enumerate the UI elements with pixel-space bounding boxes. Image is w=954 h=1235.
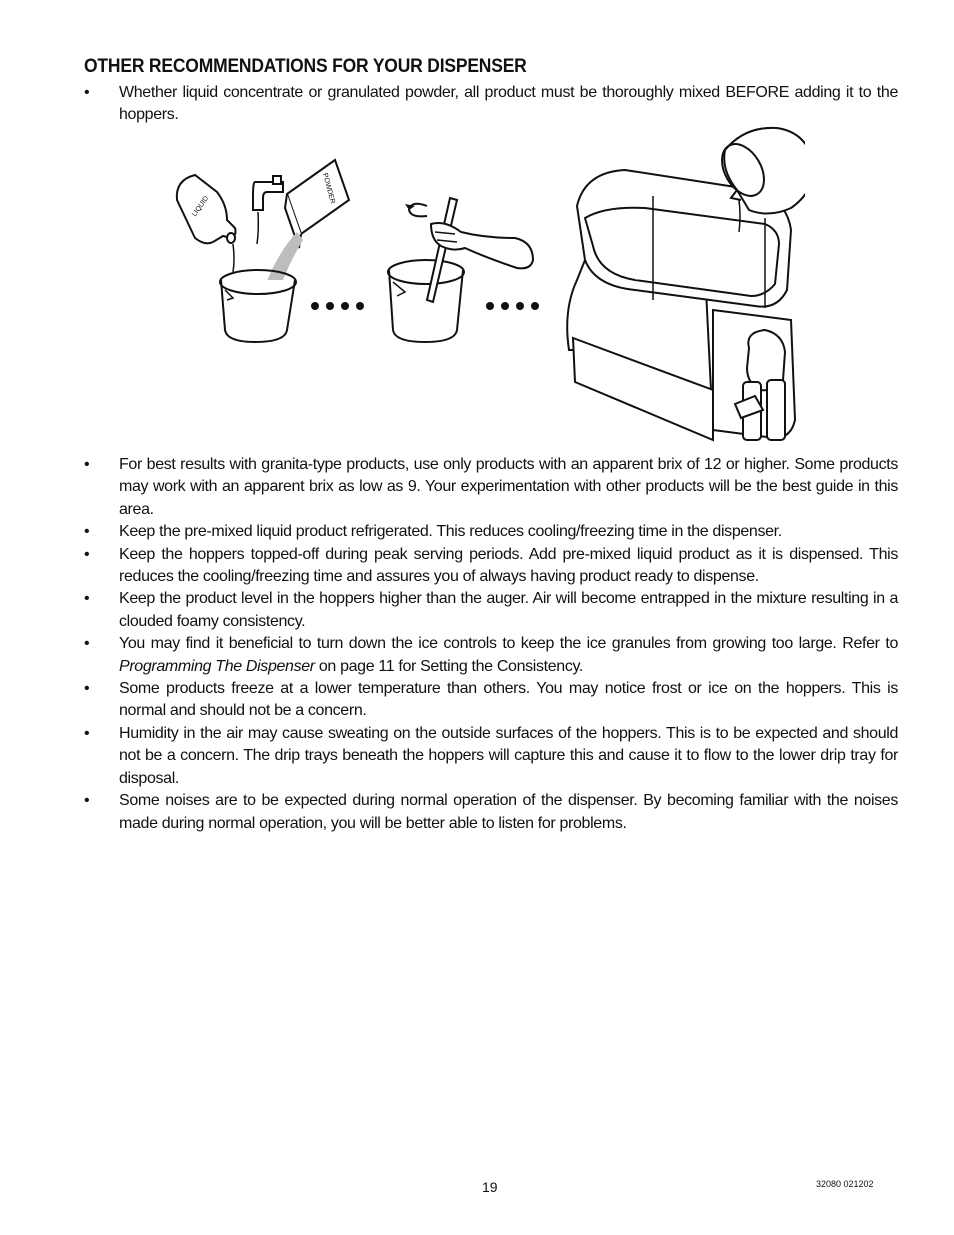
bullet-item: [84, 790, 898, 835]
bullet-item: [84, 588, 898, 633]
bullet-dot: •: [84, 724, 90, 742]
bullet-item: [84, 521, 898, 543]
bullet-text: Whether liquid concentrate or granulated powder, all product must be thoroughly mixed BEFORE adding it to the hoppers.: [119, 84, 898, 124]
bullet-dot: •: [84, 545, 90, 563]
bullet-dot: •: [84, 84, 90, 101]
liquid-bottle-icon: [177, 175, 236, 243]
bullet-item: [84, 633, 898, 678]
bullet-text: Keep the hoppers topped-off during peak serving periods. Add pre-mixed liquid product as it is dispensed. This reduces the cooling/freezing time and assures you of always having product ready to dispense.: [119, 545, 898, 586]
reference-link-text: Programming The Dispenser: [119, 657, 315, 675]
bullet-dot: •: [84, 635, 90, 653]
bullet-text: Keep the pre-mixed liquid product refrigerated. This reduces cooling/freezing time in the dispenser.: [119, 523, 782, 541]
faucet-icon: [253, 176, 283, 244]
powder-label: POWDER: [320, 172, 336, 205]
bullet-item: [84, 678, 898, 723]
bullet-text: Keep the product level in the hoppers higher than the auger. Air will become entrapped in the mixture resulting in a clouded foamy consistency.: [119, 590, 898, 630]
bullet-text-after: on page 11 for Setting the Consistency.: [314, 657, 584, 675]
liquid-label: LIQUID: [191, 194, 211, 219]
bullet-text-before: You may find it beneficial to turn down the ice controls to keep the ice granules from growing too large. Refer to: [119, 635, 898, 653]
bullet-text: Humidity in the air may cause sweating on the outside surfaces of the hoppers. This is to be expected and should not be a concern. The drip trays beneath the hoppers will capture this and cause it to flow to the lower drip tray for disposal.: [119, 724, 898, 787]
bullet-item: [84, 544, 898, 589]
bullet-text: [119, 633, 898, 678]
bullet-dot: •: [84, 523, 90, 541]
mixing-cup-icon: [220, 270, 296, 342]
bullet-dot: •: [84, 456, 90, 473]
bullet-dot: •: [84, 680, 90, 698]
bullet-text: For best results with granita-type products, use only products with an apparent brix of 12 or higher. Some products may work with an apparent brix as low as 9. Your experimentation with other products will be the best guide in this area.: [119, 456, 898, 518]
recommendation-bullet-list: [84, 454, 898, 835]
document-code: 32080 021202: [816, 1179, 874, 1189]
bullet-text: Some products freeze at a lower temperature than others. You may notice frost or ice on the hoppers. This is normal and should not be a concern.: [119, 680, 898, 720]
bullet-text: Some noises are to be expected during normal operation of the dispenser. By becoming familiar with the noises made during normal operation, you will be better able to listen for problems.: [119, 792, 898, 832]
mixing-illustration: [165, 120, 805, 450]
bullet-item: [84, 723, 898, 790]
bullet-dot: •: [84, 792, 90, 810]
bullet-dot: •: [84, 590, 90, 608]
stirring-cup-icon: [388, 260, 464, 342]
section-heading: OTHER RECOMMENDATIONS FOR YOUR DISPENSER: [84, 56, 527, 77]
page-number: 19: [482, 1179, 498, 1195]
bullet-item: [84, 454, 898, 521]
